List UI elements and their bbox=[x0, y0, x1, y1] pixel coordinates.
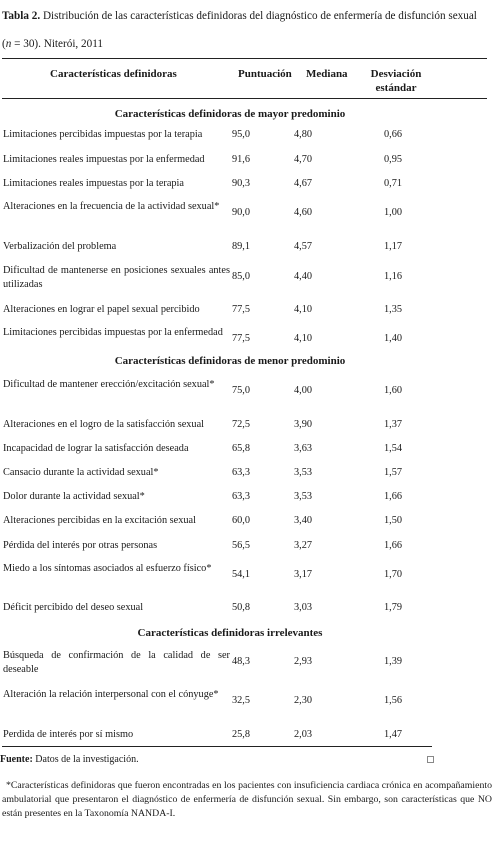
row-median: 3,27 bbox=[293, 540, 313, 551]
row-label: Alteraciones en lograr el papel sexual percibido bbox=[3, 304, 200, 315]
row-sd: 1,56 bbox=[383, 695, 403, 706]
row-median: 3,17 bbox=[293, 569, 313, 580]
row-score: 60,0 bbox=[231, 515, 251, 526]
row-score: 65,8 bbox=[231, 443, 251, 454]
row-label: Limitaciones percibidas impuestas por la enfermedad bbox=[3, 327, 223, 338]
row-sd: 1,60 bbox=[383, 385, 403, 396]
row-label: Alteración la relación interpersonal con el cónyuge* bbox=[3, 689, 219, 700]
row-score: 95,0 bbox=[231, 129, 251, 140]
row-label: Alteraciones en el logro de la satisfacción sexual bbox=[3, 419, 204, 430]
row-label: Perdida de interés por sí mismo bbox=[3, 729, 134, 740]
row-sd: 1,57 bbox=[383, 467, 403, 478]
row-sd: 1,35 bbox=[383, 304, 403, 315]
row-label: Dolor durante la actividad sexual* bbox=[3, 491, 145, 502]
row-score: 50,8 bbox=[231, 602, 251, 613]
row-median: 4,67 bbox=[293, 178, 313, 189]
row-sd: 1,17 bbox=[383, 241, 403, 252]
row-label: Dificultad de mantenerse en posiciones sexuales antes utilizadas bbox=[3, 265, 230, 290]
row-score: 75,0 bbox=[231, 385, 251, 396]
row-median: 4,80 bbox=[293, 129, 313, 140]
caption-label: Tabla 2. bbox=[2, 10, 41, 22]
row-median: 2,93 bbox=[293, 656, 313, 667]
caption-sample: = 30). Niterói, 2011 bbox=[11, 38, 103, 50]
row-sd: 0,66 bbox=[383, 129, 403, 140]
header-sd-line-2: estándar bbox=[375, 82, 417, 94]
row-sd: 1,54 bbox=[383, 443, 403, 454]
row-label: Verbalización del problema bbox=[3, 241, 117, 252]
row-sd: 1,00 bbox=[383, 207, 403, 218]
row-score: 56,5 bbox=[231, 540, 251, 551]
row-score: 77,5 bbox=[231, 304, 251, 315]
header-median: Mediana bbox=[306, 68, 348, 80]
row-sd: 1,66 bbox=[383, 491, 403, 502]
row-label: Dificultad de mantener erección/excitación sexual* bbox=[3, 379, 215, 390]
row-median: 4,40 bbox=[293, 271, 313, 282]
row-median: 4,10 bbox=[293, 333, 313, 344]
row-median: 3,63 bbox=[293, 443, 313, 454]
row-score: 85,0 bbox=[231, 271, 251, 282]
row-sd: 1,70 bbox=[383, 569, 403, 580]
row-median: 4,70 bbox=[293, 154, 313, 165]
header-characteristics: Características definidoras bbox=[50, 68, 177, 80]
row-sd: 1,66 bbox=[383, 540, 403, 551]
footnote-text: *Características definidoras que fueron encontradas en los pacientes con insuficiencia cardiaca crónica en acompañamiento ambulatorial que presentaron el diagnóstico de enfermería de disfunción sexual. Sin embargo, son características que NO están presentes en la Taxonomía NANDA-I. bbox=[2, 780, 492, 819]
row-median: 4,10 bbox=[293, 304, 313, 315]
row-label: Alteraciones en la frecuencia de la actividad sexual* bbox=[3, 201, 220, 212]
caption-line-2 bbox=[2, 30, 496, 58]
row-label: Miedo a los síntomas asociados al esfuerzo físico* bbox=[3, 563, 212, 574]
row-label: Déficit percibido del deseo sexual bbox=[3, 602, 144, 613]
row-score: 89,1 bbox=[231, 241, 251, 252]
bottom-rule bbox=[2, 746, 432, 747]
row-score: 90,3 bbox=[231, 178, 251, 189]
row-label: Cansacio durante la actividad sexual* bbox=[3, 467, 159, 478]
row-median: 3,53 bbox=[293, 467, 313, 478]
row-sd: 1,40 bbox=[383, 333, 403, 344]
table-caption bbox=[2, 2, 496, 58]
row-sd: 0,71 bbox=[383, 178, 403, 189]
caption-open-paren: ( bbox=[2, 38, 6, 50]
row-score: 72,5 bbox=[231, 419, 251, 430]
section-title: Características definidoras de mayor predominio bbox=[114, 108, 346, 120]
header-score: Puntuación bbox=[238, 68, 292, 80]
row-score: 25,8 bbox=[231, 729, 251, 740]
source-text: Datos de la investigación. bbox=[32, 754, 139, 765]
header-rule bbox=[2, 98, 487, 99]
header-sd bbox=[366, 67, 426, 95]
section-title: Características definidoras irrelevantes bbox=[137, 627, 323, 639]
row-score: 48,3 bbox=[231, 656, 251, 667]
row-sd: 0,95 bbox=[383, 154, 403, 165]
row-median: 2,30 bbox=[293, 695, 313, 706]
row-sd: 1,79 bbox=[383, 602, 403, 613]
row-label: Incapacidad de lograr la satisfacción deseada bbox=[3, 443, 189, 454]
row-sd: 1,37 bbox=[383, 419, 403, 430]
source-label: Fuente: bbox=[0, 754, 33, 765]
header-sd-line-1: Desviación bbox=[370, 68, 422, 80]
row-score: 91,6 bbox=[231, 154, 251, 165]
row-label: Limitaciones percibidas impuestas por la terapia bbox=[3, 129, 203, 140]
row-median: 4,60 bbox=[293, 207, 313, 218]
caption-line-1 bbox=[2, 2, 496, 30]
caption-n-label: n bbox=[5, 38, 12, 50]
row-label: Limitaciones reales impuestas por la enfermedad bbox=[3, 154, 205, 165]
row-sd: 1,47 bbox=[383, 729, 403, 740]
row-median: 3,03 bbox=[293, 602, 313, 613]
row-sd: 1,50 bbox=[383, 515, 403, 526]
row-median: 3,40 bbox=[293, 515, 313, 526]
row-label: Pérdida del interés por otras personas bbox=[3, 540, 158, 551]
source-line bbox=[0, 754, 139, 765]
footnote bbox=[2, 779, 492, 821]
row-score: 54,1 bbox=[231, 569, 251, 580]
row-score: 90,0 bbox=[231, 207, 251, 218]
row-median: 4,00 bbox=[293, 385, 313, 396]
row-median: 3,53 bbox=[293, 491, 313, 502]
section-title: Características definidoras de menor predominio bbox=[114, 355, 346, 367]
row-label: Limitaciones reales impuestas por la terapia bbox=[3, 178, 184, 189]
row-median: 4,57 bbox=[293, 241, 313, 252]
row-median: 3,90 bbox=[293, 419, 313, 430]
row-score: 63,3 bbox=[231, 491, 251, 502]
row-score: 77,5 bbox=[231, 333, 251, 344]
row-sd: 1,16 bbox=[383, 271, 403, 282]
row-score: 32,5 bbox=[231, 695, 251, 706]
row-score: 63,3 bbox=[231, 467, 251, 478]
anchor-marker bbox=[427, 756, 434, 763]
row-label: Alteraciones percibidas en la excitación sexual bbox=[3, 515, 196, 526]
caption-title: Distribución de las características definidoras del diagnóstico de enfermería de disfunción sexual bbox=[40, 10, 477, 22]
row-sd: 1,39 bbox=[383, 656, 403, 667]
row-median: 2,03 bbox=[293, 729, 313, 740]
top-rule bbox=[2, 58, 487, 59]
row-label: Búsqueda de confirmación de la calidad de ser deseable bbox=[3, 650, 230, 675]
